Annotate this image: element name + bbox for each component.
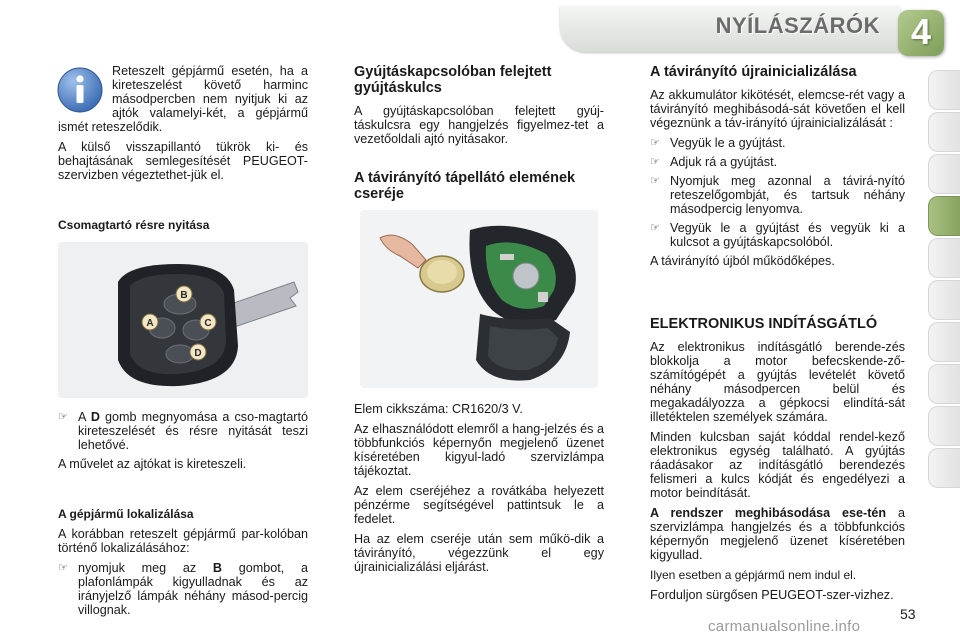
battery-part-number: Elem cikkszáma: CR1620/3 V. <box>354 402 523 416</box>
side-chapter-tabs <box>928 70 960 490</box>
immobiliser-p1: Az elektronikus indításgátló berende-zés blokkolja a motor befecskende-ző-számítógépét a gyújtás levételét követő néhány másodpercen belül és megakadályozza a gépkocsi elindítá-sát illetéktelen személyek számára. <box>650 340 905 424</box>
mirror-note: A külső visszapillantó tükrök ki- és behajtásának semlegesítését PEUGEOT-szervizben végeztethet-jük el. <box>58 140 308 182</box>
key-label-a: A <box>146 318 154 329</box>
side-tab <box>928 406 960 446</box>
info-note <box>58 64 308 134</box>
pointing-hand-icon: ☞ <box>650 221 660 234</box>
side-tab <box>928 238 960 278</box>
pointing-hand-icon: ☞ <box>58 410 68 423</box>
chapter-number: 4 <box>910 11 932 52</box>
immobiliser-heading: ELEKTRONIKUS INDÍTÁSGÁTLÓ <box>650 316 878 332</box>
relock-doors-note: A művelet az ajtókat is kireteszeli. <box>58 457 247 471</box>
key-label-b: B <box>180 290 188 301</box>
key-label-c: C <box>204 318 212 329</box>
column-3 <box>650 64 905 608</box>
relock-note: Reteszelt gépjármű esetén, ha a kireteszelést követő harminc másodpercben nem nyitjuk ki az ajtók valamelyi-két, a gépjármű ismét reteszelődik. <box>58 64 308 134</box>
side-tab <box>928 364 960 404</box>
side-tab <box>928 70 960 110</box>
trunk-heading: Csomagtartó résre nyitása <box>58 218 210 232</box>
key-remote-photo <box>58 242 308 398</box>
pointing-hand-icon: ☞ <box>650 136 660 149</box>
watermark: carmanualsonline.info <box>708 618 861 635</box>
pointing-hand-icon: ☞ <box>58 561 68 574</box>
immobiliser-p4: Ilyen esetben a gépjármű nem indul el. <box>650 568 857 582</box>
battery-warning-text: Az elhasználódott elemről a hang-jelzés és a többfunkciós képernyőn megjelenő üzenet kíséretében kigyul-ladó szervizlámpa tájékoztat. <box>354 422 604 478</box>
side-tab-active <box>928 196 960 236</box>
trunk-bullet: ☞ A D gomb megnyomása a cso-magtartó kireteszelését és résre nyitását teszi lehetővé. <box>58 410 308 452</box>
forgotten-key-heading: Gyújtáskapcsolóban felejtett gyújtáskulcs <box>354 64 552 96</box>
battery-cover-text: Az elem cseréjéhez a rovátkába helyezett pénzérme segítségével pattintsuk le a fedelet. <box>354 484 604 526</box>
battery-reinit-text: Ha az elem cseréje után sem műkö-dik a távirányító, végezzünk el egy újrainicializálási eljárást. <box>354 532 604 574</box>
pointing-hand-icon: ☞ <box>650 155 660 168</box>
pointing-hand-icon: ☞ <box>650 174 660 187</box>
battery-replacement-photo <box>360 210 598 388</box>
column-2 <box>354 64 604 580</box>
info-icon <box>54 64 106 116</box>
forgotten-key-text: A gyújtáskapcsolóban felejtett gyúj-táskulcsra egy hangjelzés figyelmez-tet a vezetőoldali ajtó nyitásakor. <box>354 104 604 146</box>
key-label-d: D <box>194 348 202 359</box>
page-title: NYÍLÁSZÁRÓK <box>715 13 880 38</box>
reinit-step: ☞ Nyomjuk meg azonnal a távirá-nyító reteszelőgombját, és tartsuk néhány másodpercig lenyomva. <box>650 174 905 216</box>
column-1 <box>58 64 308 622</box>
reinit-step: ☞ Vegyük le a gyújtást és vegyük ki a kulcsot a gyújtáskapcsolóból. <box>650 221 905 249</box>
reinit-intro: Az akkumulátor kikötését, elemcse-rét vagy a távirányító meghibásodá-sát követően el kell végeznünk a táv-irányító újrainicializálását : <box>650 88 905 130</box>
reinit-result: A távirányító újból működőképes. <box>650 254 835 268</box>
side-tab <box>928 322 960 362</box>
immobiliser-p3: A rendszer meghibásodása ese-tén a szervizlámpa hangjelzés és a többfunkciós képernyőn megjelenő üzenet kíséretében kigyullad. <box>650 506 905 562</box>
battery-heading: A távirányító tápellátó elemének cseréje <box>354 170 576 202</box>
locate-heading: A gépjármű lokalizálása <box>58 507 194 521</box>
side-tab <box>928 112 960 152</box>
reinit-step: ☞ Vegyük le a gyújtást. <box>650 136 786 150</box>
side-tab <box>928 154 960 194</box>
side-tab <box>928 280 960 320</box>
immobiliser-p5: Forduljon sürgősen PEUGEOT-szer-vizhez. <box>650 588 894 602</box>
immobiliser-p2: Minden kulcsban saját kóddal rendel-kező elektronikus egység található. A gyújtás ráadásakor az indításgátló berendezés felismeri a kulcs kódját és engedélyezi a motor beindítását. <box>650 430 905 500</box>
page-number: 53 <box>900 606 916 622</box>
locate-bullet: ☞ nyomjuk meg az B gombot, a plafonlámpák kigyulladnak és az irányjelző lámpák néhány másod-percig villognak. <box>58 561 308 617</box>
reinit-step: ☞ Adjuk rá a gyújtást. <box>650 155 778 169</box>
locate-text: A korábban reteszelt gépjármű par-kolóban történő lokalizálásához: <box>58 527 308 555</box>
reinit-heading: A távirányító újrainicializálása <box>650 64 857 80</box>
side-tab <box>928 448 960 488</box>
